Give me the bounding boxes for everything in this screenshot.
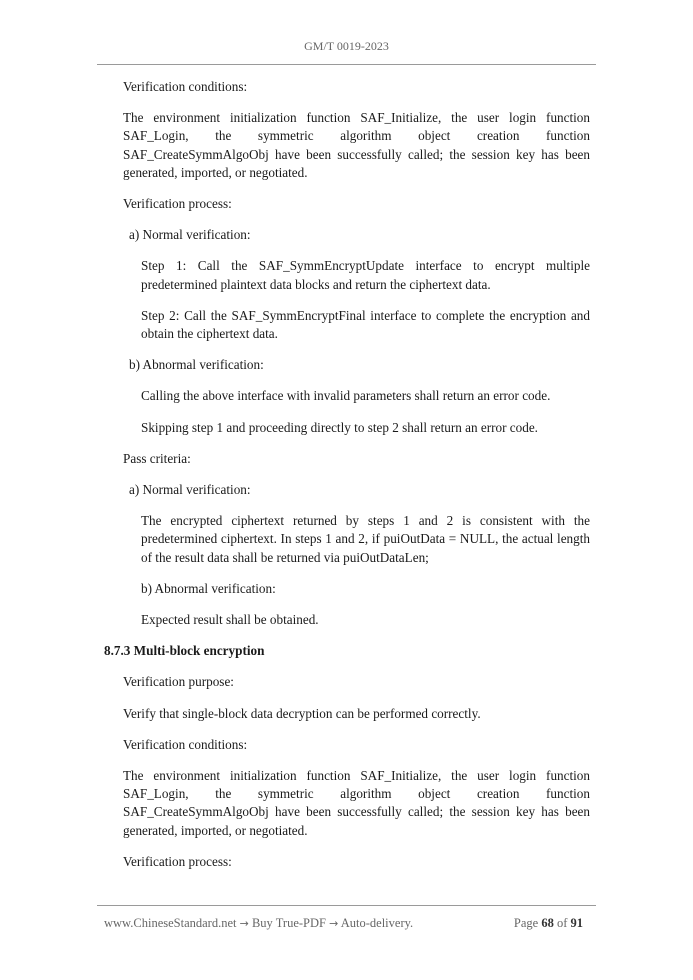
arrow-right-icon: → — [329, 917, 339, 930]
document-body — [104, 78, 590, 884]
section-heading: 8.7.3 Multi-block encryption — [104, 643, 265, 659]
page-current: 68 — [541, 916, 554, 930]
paragraph: Pass criteria: — [123, 450, 191, 466]
paragraph: The encrypted ciphertext returned by steps 1 and 2 is consistent with the predetermined ciphertext. In steps 1 and 2, if puiOutData = NULL, the actual length of the result data shall be returned via puiOutDataLen; — [141, 513, 590, 565]
paragraph: Verification conditions: — [123, 736, 248, 752]
footer-divider — [97, 905, 596, 906]
paragraph: Skipping step 1 and proceeding directly to step 2 shall return an error code. — [141, 419, 538, 435]
page-total: 91 — [570, 916, 583, 930]
paragraph: b) Abnormal verification: — [129, 357, 264, 373]
paragraph: Step 2: Call the SAF_SymmEncryptFinal interface to complete the encryption and obtain the ciphertext data. — [141, 307, 590, 342]
footer-links — [104, 916, 413, 931]
of-label: of — [556, 916, 568, 930]
paragraph: Verify that single-block data decryption can be performed correctly. — [123, 705, 481, 721]
paragraph: Verification process: — [123, 853, 232, 869]
page-header: GM/T 0019-2023 — [304, 39, 389, 53]
paragraph: Verification conditions: — [123, 79, 248, 94]
paragraph: The environment initialization function SAF_Initialize, the user login function SAF_Login, the symmetric algorithm object creation function SAF_CreateSymmAlgoObj have been successfully called; the session key has been generated, imported, or negotiated. — [123, 768, 590, 838]
paragraph: Verification purpose: — [123, 674, 234, 690]
paragraph: a) Normal verification: — [129, 227, 251, 243]
paragraph: b) Abnormal verification: — [141, 580, 276, 596]
page-label: Page — [513, 916, 539, 930]
paragraph: Verification process: — [123, 196, 232, 212]
paragraph: Step 1: Call the SAF_SymmEncryptUpdate interface to encrypt multiple predetermined plaintext data blocks and return the ciphertext data. — [141, 258, 590, 292]
paragraph: a) Normal verification: — [129, 482, 251, 498]
paragraph: The environment initialization function SAF_Initialize, the user login function SAF_Login, the symmetric algorithm object creation function SAF_CreateSymmAlgoObj have been successfully called; the session key has been generated, imported, or negotiated. — [123, 110, 590, 180]
paragraph: Calling the above interface with invalid parameters shall return an error code. — [141, 388, 551, 404]
arrow-right-icon: → — [239, 917, 249, 930]
page-number — [514, 916, 583, 931]
buy-pdf-link[interactable]: Buy True-PDF — [251, 916, 326, 930]
site-link[interactable]: www.ChineseStandard.net — [104, 916, 237, 930]
paragraph: Expected result shall be obtained. — [141, 612, 319, 628]
delivery-text: Auto-delivery. — [340, 916, 414, 930]
header-divider — [97, 64, 596, 65]
